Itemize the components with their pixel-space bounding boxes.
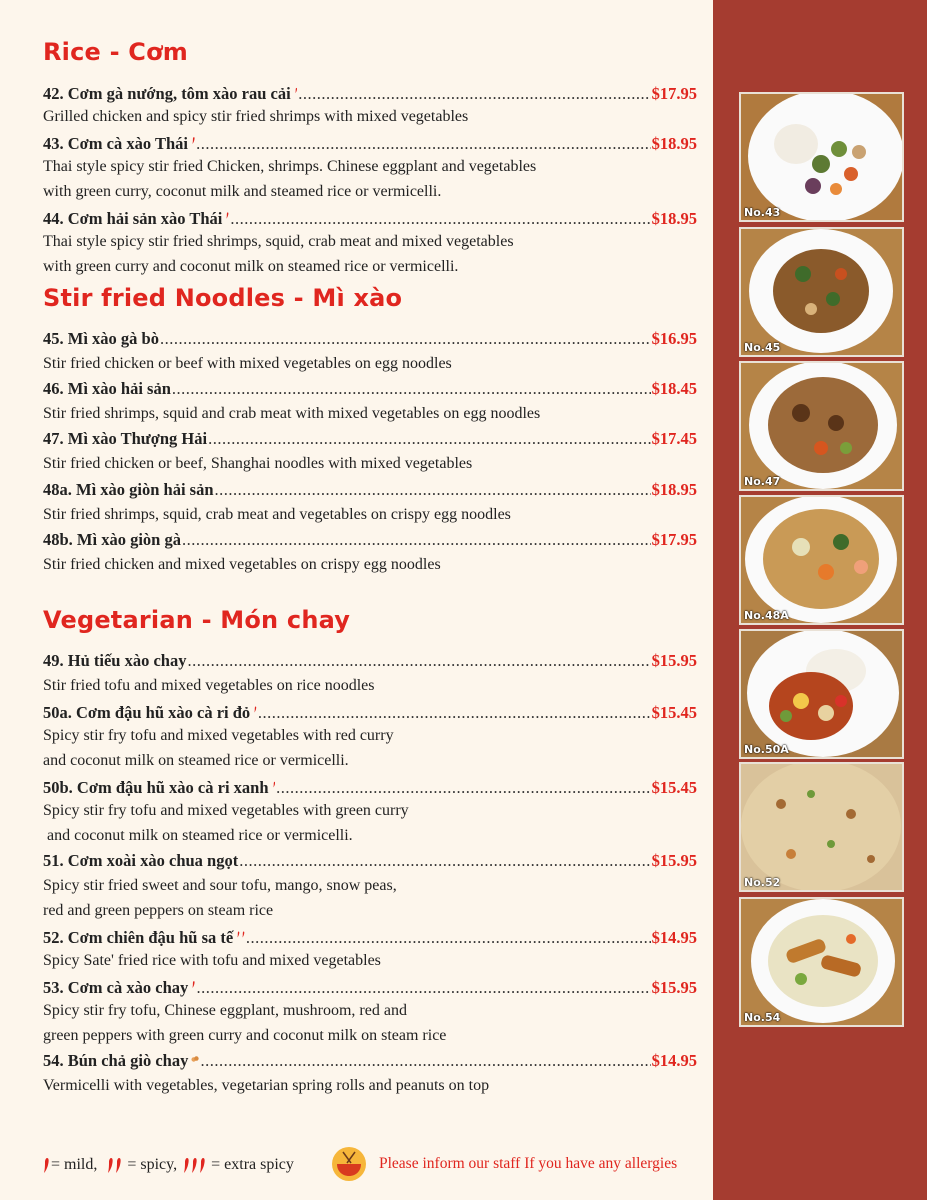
spice-legend [43,1152,294,1178]
food-photo-spring-roll-vermicelli-icon [741,899,902,1025]
dot-leader [298,84,650,104]
allergy-bowl-icon [331,1146,367,1182]
food-photo-52 [739,762,904,892]
allergy-notice: Please inform our staff If you have any allergies [379,1155,678,1172]
item-description: Stir fried chicken or beef with mixed vegetables on egg noodles [43,355,452,372]
item-description: Stir fried chicken and mixed vegetables on crispy egg noodles [43,556,441,573]
food-photo-crispy-noodles-icon [741,497,902,623]
photo-label: No.45 [744,341,781,354]
chili-icon [192,976,195,993]
menu-item-42 [43,82,697,104]
menu-item-48b [43,530,697,552]
item-description: Spicy stir fry tofu, Chinese eggplant, mushroom, red and [43,1002,407,1019]
food-photo-54 [739,897,904,1027]
chili-icon [192,132,195,149]
photo-label: No.48A [744,609,789,622]
item-description: Thai style spicy stir fried shrimps, squid, crab meat and mixed vegetables [43,233,514,250]
item-price: $15.45 [651,778,697,797]
menu-item-50b [43,776,697,798]
item-price: $15.95 [651,851,697,870]
item-price: $15.95 [651,651,697,670]
menu-item-53 [43,976,697,998]
item-description: Spicy Sate' fried rice with tofu and mixed vegetables [43,952,381,969]
food-photo-shanghai-noodles-icon [741,363,902,489]
item-description: Stir fried tofu and mixed vegetables on rice noodles [43,677,375,694]
item-description: Vermicelli with vegetables, vegetarian spring rolls and peanuts on top [43,1077,490,1094]
chili-icon [115,1157,122,1174]
item-name: 49. Hủ tiếu xào chay [43,651,187,670]
food-photo-50a [739,629,904,759]
item-description: red and green peppers on steam rice [43,902,274,919]
menu-item-49 [43,651,697,673]
item-price: $15.45 [651,703,697,722]
food-photo-fried-rice-icon [741,764,902,890]
item-name: 50b. Cơm đậu hũ xào cà ri xanh [43,778,269,797]
photo-label: No.52 [744,876,781,889]
menu-item-44 [43,207,697,229]
menu-item-54 [43,1051,697,1073]
chili-icon [107,1157,114,1174]
item-description: Spicy stir fry tofu and mixed vegetables with red curry [43,727,394,744]
dot-leader [187,651,650,671]
dot-leader [182,530,651,550]
item-price: $18.95 [651,209,697,228]
food-photo-tofu-curry-icon [741,631,902,757]
menu-item-46 [43,379,697,401]
chili-icon [226,207,229,224]
food-photo-rice-stir-fry-icon [741,94,902,220]
item-name: 52. Cơm chiên đậu hũ sa tế [43,928,234,947]
menu-item-47 [43,429,697,451]
item-price: $14.95 [651,1051,697,1070]
food-photo-48a [739,495,904,625]
item-price: $14.95 [651,928,697,947]
chili-icon [191,1157,198,1174]
photo-label: No.47 [744,475,781,488]
item-description: Spicy stir fried sweet and sour tofu, mango, snow peas, [43,877,397,894]
legend-spicy-label: = spicy, [127,1156,178,1173]
dot-leader [196,978,650,998]
item-price: $18.95 [651,134,697,153]
food-photo-45 [739,227,904,357]
item-price: $18.95 [651,480,697,499]
photo-label: No.43 [744,206,781,219]
item-description: with green curry, coconut milk and steamed rice or vermicelli. [43,183,442,200]
dot-leader [172,379,651,399]
dot-leader [215,480,651,500]
item-name: 48a. Mì xào giòn hải sản [43,480,214,499]
item-name: 43. Cơm cà xào Thái [43,134,188,153]
item-name: 46. Mì xào hải sản [43,379,171,398]
food-photo-egg-noodles-icon [741,229,902,355]
dot-leader [200,1051,650,1071]
item-description: Stir fried shrimps, squid and crab meat with mixed vegetables on egg noodles [43,405,541,422]
item-name: 54. Bún chả giò chay [43,1051,189,1070]
item-price: $17.95 [651,84,697,103]
item-description: Stir fried shrimps, squid, crab meat and vegetables on crispy egg noodles [43,506,511,523]
dot-leader [258,703,651,723]
item-price: $16.95 [651,329,697,348]
item-description: and coconut milk on steamed rice or vermicelli. [43,827,353,844]
item-price: $17.95 [651,530,697,549]
item-description: with green curry and coconut milk on steamed rice or vermicelli. [43,258,459,275]
chili-icon [295,82,297,99]
dot-leader [276,778,650,798]
photo-label: No.50A [744,743,789,756]
section-title-rice: Rice - Cơm [43,38,188,66]
menu-item-43 [43,132,697,154]
item-name: 47. Mì xào Thượng Hải [43,429,208,448]
item-description: Grilled chicken and spicy stir fried shrimps with mixed vegetables [43,108,469,125]
item-description: Stir fried chicken or beef, Shanghai noodles with mixed vegetables [43,455,473,472]
item-price: $18.45 [651,379,697,398]
food-photo-47 [739,361,904,491]
section-title-vegetarian: Vegetarian - Món chay [43,606,351,634]
item-name: 53. Cơm cà xào chay [43,978,189,997]
item-description: Spicy stir fry tofu and mixed vegetables with green curry [43,802,409,819]
dot-leader [208,429,651,449]
item-description: and coconut milk on steamed rice or vermicelli. [43,752,349,769]
chili-icon [273,776,276,793]
item-description: Thai style spicy stir fried Chicken, shrimps. Chinese eggplant and vegetables [43,158,537,175]
menu-item-51 [43,851,697,873]
item-name: 44. Cơm hải sản xào Thái [43,209,223,228]
chili-icon [242,926,245,943]
chili-icon [43,1157,50,1174]
chili-icon [199,1157,206,1174]
menu-item-48a [43,480,697,502]
legend-extra-spicy-label: = extra spicy [211,1156,294,1173]
item-price: $17.45 [651,429,697,448]
peanut-icon [191,1052,199,1066]
chili-icon [183,1157,190,1174]
legend-mild-label: = mild, [51,1156,98,1173]
item-price: $15.95 [651,978,697,997]
menu-item-50a [43,701,697,723]
item-name: 51. Cơm xoài xào chua ngọt [43,851,239,870]
dot-leader [196,134,650,154]
food-photo-43 [739,92,904,222]
chili-icon [237,926,240,943]
dot-leader [239,851,650,871]
dot-leader [230,209,650,229]
menu-item-52 [43,926,697,948]
item-description: green peppers with green curry and coconut milk on steam rice [43,1027,447,1044]
dot-leader [160,329,651,349]
item-name: 42. Cơm gà nướng, tôm xào rau cải [43,84,291,103]
chili-icon [254,701,257,718]
item-name: 48b. Mì xào giòn gà [43,530,181,549]
section-title-noodles: Stir fried Noodles - Mì xào [43,284,403,312]
item-name: 45. Mì xào gà bò [43,329,159,348]
menu-item-45 [43,329,697,351]
dot-leader [246,928,651,948]
photo-label: No.54 [744,1011,781,1024]
item-name: 50a. Cơm đậu hũ xào cà ri đỏ [43,703,251,722]
